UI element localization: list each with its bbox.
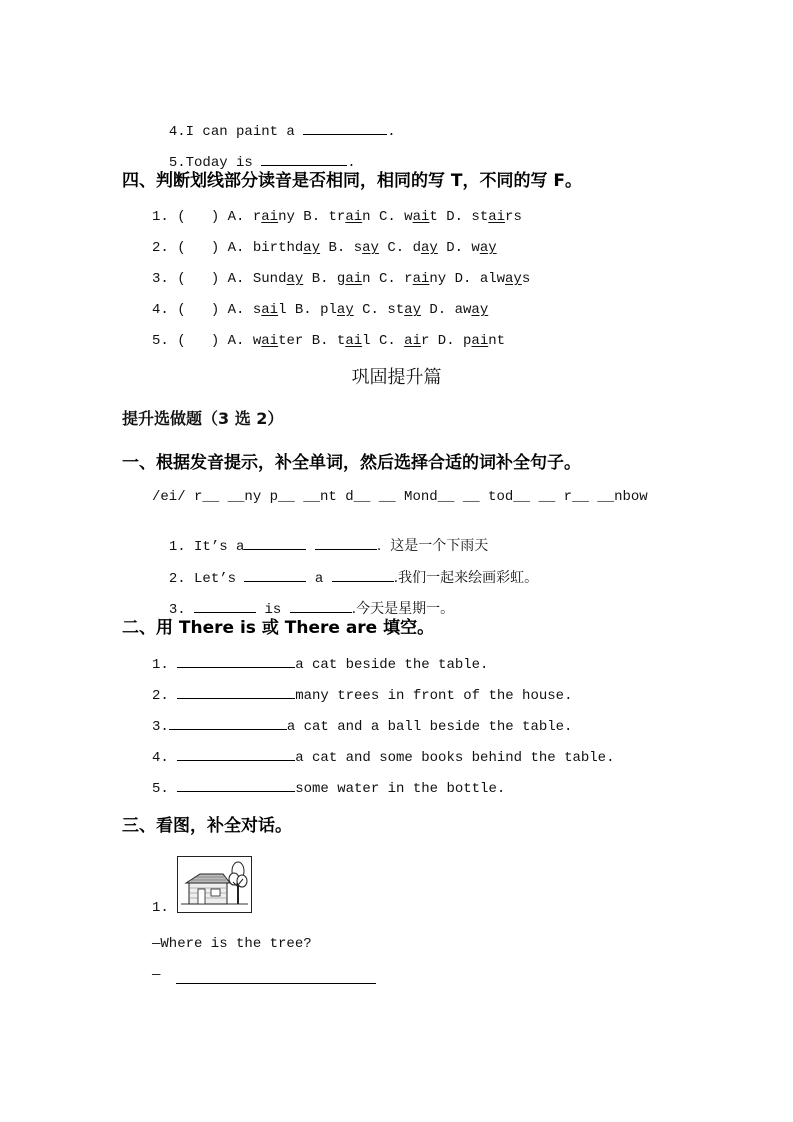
word-part: w: [471, 240, 480, 256]
word-part: ny: [429, 271, 447, 287]
option-letter: B.: [294, 302, 312, 318]
underlined-letters: ay: [362, 240, 379, 256]
option-letter: A.: [227, 209, 245, 225]
option-letter: A.: [227, 302, 245, 318]
answer-paren[interactable]: ( ): [177, 209, 220, 225]
option-letter: C.: [378, 333, 396, 349]
option-letter: D.: [429, 302, 447, 318]
sec3-num: 1.: [152, 900, 169, 916]
word-part: r: [252, 209, 262, 225]
word-part: t: [336, 333, 346, 349]
underlined-letters: ai: [261, 302, 279, 318]
sec2-heading: 二、用 There is 或 There are 填空。: [122, 618, 435, 638]
option-letter: C.: [378, 271, 396, 287]
row-number: 2.: [152, 240, 169, 256]
option-letter: D.: [437, 333, 455, 349]
sec1-q1-blank1[interactable]: [244, 537, 306, 550]
section4-row: [152, 332, 513, 350]
word-part: l: [278, 302, 287, 318]
house-tree-picture: [177, 856, 252, 913]
word-part: w: [404, 209, 413, 225]
word-part: ny: [278, 209, 295, 225]
underlined-letters: ai: [261, 209, 279, 225]
sec1-q2: 2. Let’s a .我们一起来绘画彩虹。: [168, 570, 539, 587]
underlined-letters: ai: [404, 333, 421, 349]
option-letter: A.: [227, 333, 245, 349]
sec2-blank-5[interactable]: [177, 779, 295, 792]
answer-paren[interactable]: ( ): [177, 333, 220, 349]
sec2-blank-1[interactable]: [177, 655, 295, 668]
row-number: 5.: [152, 333, 169, 349]
word-part: st: [471, 209, 489, 225]
word-part: g: [336, 271, 346, 287]
underlined-letters: ai: [471, 333, 489, 349]
word-part: pl: [320, 302, 337, 318]
underlined-letters: ay: [286, 271, 304, 287]
sec2-blank-4[interactable]: [177, 748, 295, 761]
underlined-letters: ai: [345, 209, 363, 225]
sec1-q1-blank2[interactable]: [315, 537, 377, 550]
word-part: n: [362, 209, 371, 225]
word-part: alw: [479, 271, 506, 287]
section4-row: [152, 270, 539, 288]
consolidate-subtitle: 提升选做题（3 选 2）: [122, 409, 284, 428]
option-letter: C.: [387, 240, 405, 256]
answer-paren[interactable]: ( ): [177, 271, 220, 287]
sec3-answer-blank[interactable]: [176, 982, 376, 984]
sec1-q2-blank2[interactable]: [332, 569, 394, 582]
row-number: 1.: [152, 209, 169, 225]
q4-line: 4.I can paint a .: [168, 124, 396, 140]
underlined-letters: ay: [479, 240, 497, 256]
option-letter: D.: [454, 271, 472, 287]
sec2-item-2: 2. many trees in front of the house.: [152, 688, 573, 704]
sec3-question: —Where is the tree?: [152, 936, 312, 952]
sec3-heading: 三、看图，补全对话。: [122, 816, 292, 836]
word-part: w: [252, 333, 262, 349]
underlined-letters: ai: [412, 209, 430, 225]
underlined-letters: ay: [404, 302, 421, 318]
underlined-letters: ai: [345, 271, 363, 287]
sec1-q3-blank2[interactable]: [290, 600, 352, 613]
word-part: Sund: [252, 271, 287, 287]
option-letter: B.: [311, 333, 329, 349]
word-part: s: [252, 302, 262, 318]
word-part: s: [521, 271, 531, 287]
sec1-hint: /ei/ r__ __ny p__ __nt d__ __ Mond__ __ tod__ __ r__ __nbow: [152, 489, 648, 505]
underlined-letters: ai: [488, 209, 506, 225]
word-part: nt: [488, 333, 506, 349]
sec2-blank-3[interactable]: [169, 717, 287, 730]
sec2-item-4: 4. a cat and some books behind the table.: [152, 750, 615, 766]
option-letter: A.: [227, 240, 245, 256]
consolidate-title: 巩固提升篇: [351, 367, 442, 388]
word-part: rs: [505, 209, 522, 225]
sec2-blank-2[interactable]: [177, 686, 295, 699]
sec1-q3: 3. is .今天是星期一。: [168, 601, 455, 618]
word-part: aw: [454, 302, 472, 318]
sec2-item-5: 5. some water in the bottle.: [152, 781, 506, 797]
sec1-q2-blank1[interactable]: [244, 569, 306, 582]
word-part: r: [420, 333, 430, 349]
section4-row: [152, 301, 497, 319]
house-tree-icon: [178, 857, 251, 912]
sec2-item-1: 1. a cat beside the table.: [152, 657, 489, 673]
row-number: 3.: [152, 271, 169, 287]
option-letter: B.: [311, 271, 329, 287]
underlined-letters: ay: [303, 240, 321, 256]
word-part: p: [463, 333, 472, 349]
word-part: birthd: [252, 240, 304, 256]
q5-line: 5.Today is .: [168, 155, 356, 171]
section4-heading: 四、判断划线部分读音是否相同，相同的写 T，不同的写 F。: [122, 171, 583, 191]
underlined-letters: ai: [261, 333, 279, 349]
answer-paren[interactable]: ( ): [177, 240, 220, 256]
sec2-item-3: 3. a cat and a ball beside the table.: [152, 719, 573, 735]
word-part: tr: [328, 209, 346, 225]
underlined-letters: ay: [471, 302, 489, 318]
word-part: ter: [278, 333, 304, 349]
sec1-q1: 1. It’s a . 这是一个下雨天: [168, 538, 489, 555]
section4-row: [152, 239, 505, 257]
sec1-q3-blank1[interactable]: [194, 600, 256, 613]
word-part: st: [387, 302, 405, 318]
sec3-answer-dash: —: [152, 967, 161, 983]
underlined-letters: ai: [412, 271, 430, 287]
answer-paren[interactable]: ( ): [177, 302, 220, 318]
section4-row: [152, 208, 530, 226]
word-part: s: [353, 240, 363, 256]
underlined-letters: ai: [345, 333, 363, 349]
q5-blank[interactable]: [261, 153, 347, 166]
word-part: l: [362, 333, 371, 349]
underlined-letters: ay: [420, 240, 438, 256]
option-letter: C.: [378, 209, 396, 225]
option-letter: C.: [362, 302, 379, 318]
word-part: t: [429, 209, 438, 225]
underlined-letters: ay: [336, 302, 354, 318]
option-letter: A.: [227, 271, 245, 287]
underlined-letters: ay: [505, 271, 522, 287]
row-number: 4.: [152, 302, 169, 318]
option-letter: D.: [446, 240, 463, 256]
option-letter: B.: [328, 240, 346, 256]
word-part: n: [362, 271, 371, 287]
word-part: r: [404, 271, 413, 287]
q4-blank[interactable]: [303, 122, 387, 135]
option-letter: D.: [446, 209, 464, 225]
word-part: d: [412, 240, 421, 256]
option-letter: B.: [303, 209, 321, 225]
sec1-heading: 一、根据发音提示，补全单词，然后选择合适的词补全句子。: [122, 453, 581, 473]
